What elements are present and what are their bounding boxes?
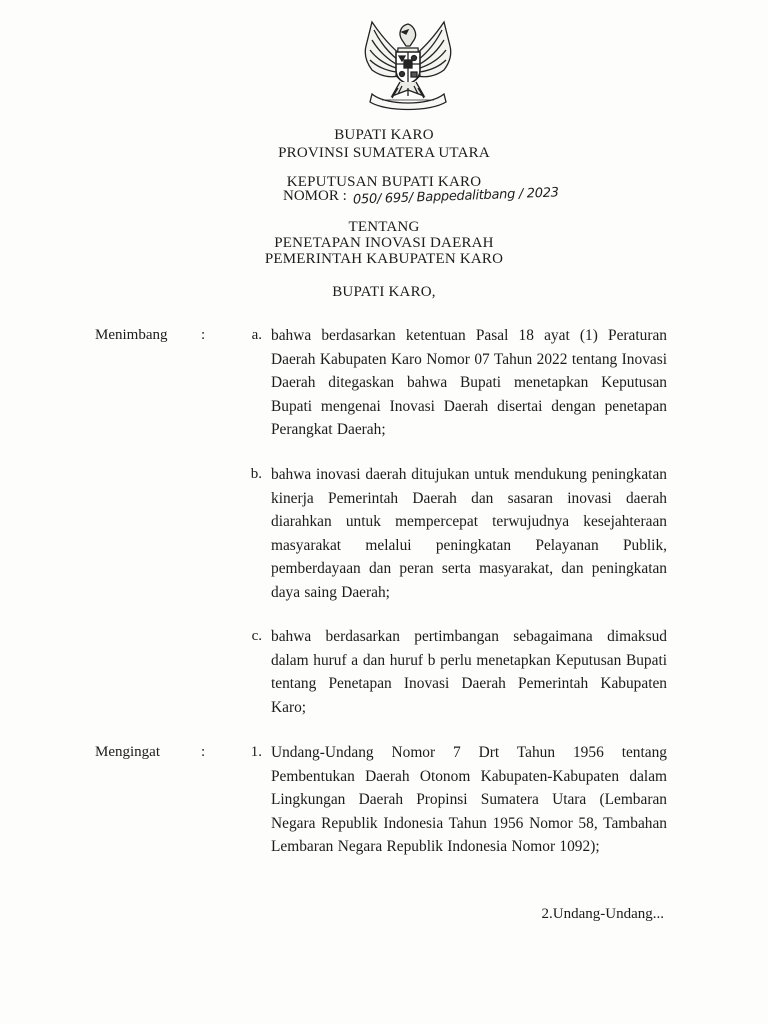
subject-line-1: PENETAPAN INOVASI DAERAH <box>274 235 494 251</box>
garuda-emblem-icon <box>352 16 464 112</box>
mengingat-label: Mengingat <box>95 744 160 760</box>
institution-title: BUPATI KARO <box>334 127 434 143</box>
subject-line-2: PEMERINTAH KABUPATEN KARO <box>264 251 504 267</box>
menimbang-item-c-marker: c. <box>251 628 262 644</box>
decree-number-line <box>283 185 559 208</box>
decree-number-label: NOMOR : <box>283 188 347 204</box>
menimbang-item-b-text: bahwa inovasi daerah ditujukan untuk mendukung peningkatan kinerja Pemerintah Daerah dan sasaran inovasi daerah diarahkan untuk mempercepat terwujudnya kesejahteraan masyarakat melalui peningkatan Pelayanan Publik, pemberdayaan dan peran serta masyarakat, dan peningkatan daya saing Daerah; <box>271 466 667 601</box>
mengingat-item-1-text: Undang-Undang Nomor 7 Drt Tahun 1956 tentang Pembentukan Daerah Otonom Kabupaten-Kabupaten dalam Lingkungan Daerah Propinsi Sumatera Utara (Lembaran Negara Republik Indonesia Tahun 1956 Nomor 58, Tambahan Lembaran Negara Republik Indonesia Nomor 1092); <box>271 744 667 855</box>
menimbang-item-a-marker: a. <box>251 327 262 343</box>
issuer-heading: BUPATI KARO, <box>332 284 436 300</box>
menimbang-item-c-text: bahwa berdasarkan pertimbangan sebagaimana dimaksud dalam huruf a dan huruf b perlu menetapkan Keputusan Bupati tentang Penetapan Inovasi Daerah Pemerintah Kabupaten Karo; <box>271 628 667 716</box>
decree-number-value: 050/ 695/ Bappedalitbang / 2023 <box>352 185 559 208</box>
province-title: PROVINSI SUMATERA UTARA <box>278 145 490 161</box>
menimbang-colon: : <box>201 327 206 343</box>
menimbang-item-a-text: bahwa berdasarkan ketentuan Pasal 18 ayat (1) Peraturan Daerah Kabupaten Karo Nomor 07 Tahun 2022 tentang Inovasi Daerah ditegaskan bahwa Bupati menetapkan Keputusan Bupati mengenai Inovasi Daerah disertai dengan penetapan Perangkat Daerah; <box>271 327 667 438</box>
mengingat-item-1-marker: 1. <box>250 744 262 760</box>
mengingat-colon: : <box>201 744 206 760</box>
menimbang-item-b-marker: b. <box>250 466 262 482</box>
menimbang-label: Menimbang <box>95 327 168 343</box>
decree-title: KEPUTUSAN BUPATI KARO <box>286 174 482 190</box>
about-heading: TENTANG <box>348 219 420 235</box>
continuation-reference: 2.Undang-Undang... <box>541 906 664 922</box>
